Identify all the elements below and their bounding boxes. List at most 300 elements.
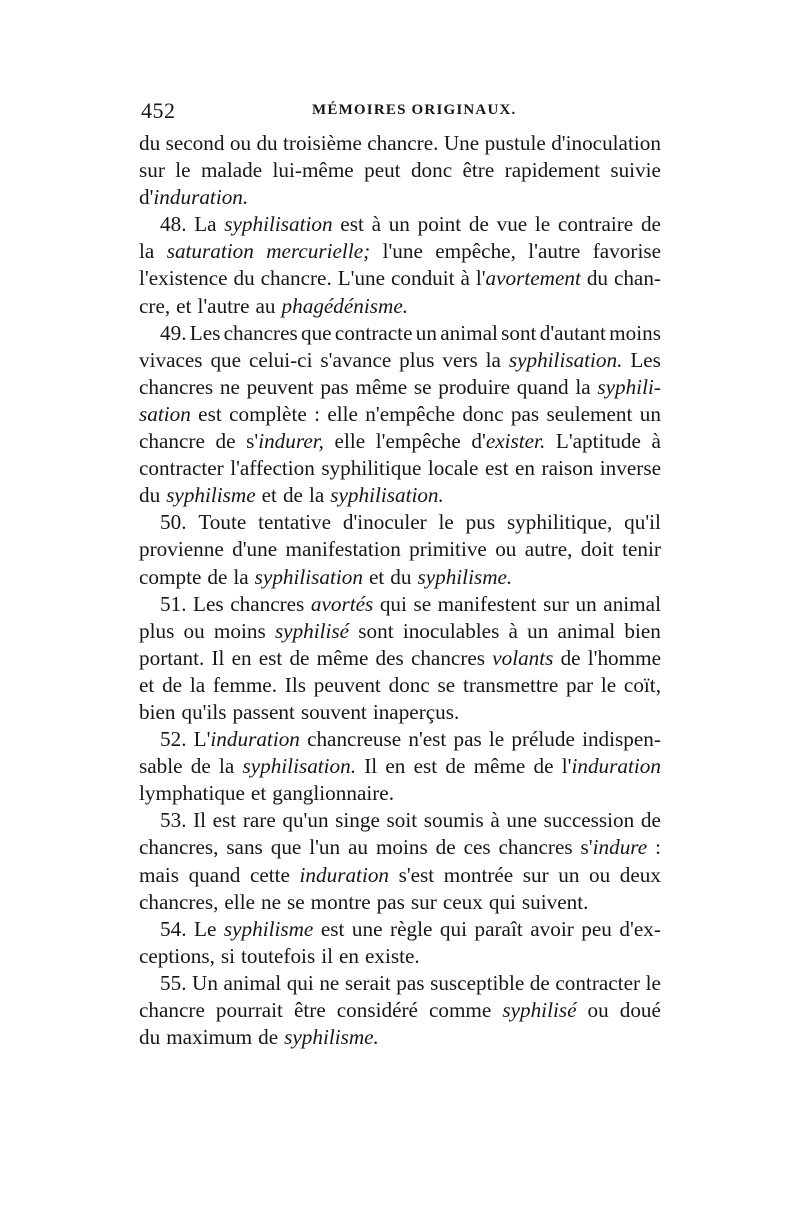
word-text: sur (543, 591, 569, 616)
word-text: chancres (139, 374, 214, 399)
word-text: la (218, 754, 235, 779)
word (399, 347, 434, 374)
word (224, 320, 298, 347)
word-text: même (355, 374, 408, 399)
word (352, 916, 383, 943)
word (232, 536, 277, 563)
word (445, 753, 465, 780)
italic-term: syphilisme (166, 483, 256, 508)
word (317, 645, 369, 672)
word (501, 320, 536, 347)
word (641, 211, 661, 238)
italic-term: syphilisé (502, 998, 577, 1022)
word-text: empêche, (435, 239, 516, 264)
word (365, 401, 455, 428)
word (319, 970, 339, 997)
text-line (139, 672, 661, 699)
word-text: moins (375, 835, 428, 860)
word-text: l' (561, 754, 572, 779)
word-text: du (390, 564, 412, 589)
word (619, 916, 660, 943)
word (272, 780, 394, 807)
word-text: de (533, 754, 554, 779)
text-line (139, 862, 661, 889)
word-text: primitive (409, 537, 487, 562)
word (528, 238, 580, 265)
word (376, 428, 461, 455)
word (160, 970, 186, 997)
word (530, 916, 574, 943)
word-text: deux (619, 862, 661, 887)
word-text: syphilitique, (506, 510, 613, 535)
word-text: au (348, 835, 369, 860)
word-text: produire (438, 374, 511, 399)
word-text: chancres, (139, 835, 219, 860)
word-text: doué (619, 998, 661, 1022)
word (215, 428, 235, 455)
word (558, 862, 579, 889)
word-text: le (534, 212, 551, 237)
text-line (139, 347, 661, 374)
word (358, 618, 393, 645)
word (311, 591, 373, 618)
word (339, 943, 359, 970)
word (389, 672, 430, 699)
word-text: Il (364, 754, 378, 779)
word-text: sur (522, 862, 549, 887)
word-text: un (527, 618, 549, 643)
word (469, 211, 489, 238)
word (166, 130, 225, 157)
word (220, 374, 240, 401)
word-text: en (338, 943, 359, 968)
word (453, 726, 481, 753)
word (282, 807, 328, 834)
word-text: le (600, 672, 617, 697)
word-text: animal (223, 970, 282, 995)
word-text: conduit (390, 266, 455, 291)
word-text: peut (364, 158, 401, 183)
text-line (139, 645, 661, 672)
word (474, 916, 522, 943)
word (256, 130, 277, 157)
word-text: compte (139, 564, 202, 589)
word-text: un (639, 401, 661, 426)
word-text: susceptible (430, 970, 525, 995)
word-text: inoculables (402, 618, 500, 643)
word-text: chancre (139, 429, 205, 454)
italic-term: saturation (166, 239, 254, 264)
word-text: le (175, 158, 191, 183)
word-text: l'un (309, 835, 341, 860)
word (476, 265, 581, 292)
word (294, 997, 326, 1024)
word (301, 320, 332, 347)
word (471, 428, 545, 455)
word-text: second (165, 131, 225, 155)
text-line (139, 482, 661, 509)
italic-term: sation (139, 401, 191, 426)
word-text: ceptions, (139, 943, 215, 968)
word-text: qui (488, 889, 516, 914)
word (207, 564, 227, 591)
italic-term: mercurielle; (266, 239, 371, 264)
word-text: chancres (410, 645, 486, 670)
word-text: que (300, 320, 332, 345)
word-text: au (255, 293, 276, 318)
italic-term: volants (492, 645, 554, 670)
word (214, 618, 266, 645)
word-text: ou (587, 998, 609, 1022)
word (330, 482, 444, 509)
word (492, 645, 553, 672)
word-text: autre, (524, 537, 573, 562)
text-line (139, 997, 661, 1024)
word-text: que (210, 347, 242, 372)
running-title: MÉMOIRES ORIGINAUX. (312, 102, 517, 118)
word-text: La (194, 212, 217, 237)
word-text: d'inoculer (342, 510, 427, 535)
word (190, 320, 221, 347)
word-text: sans (226, 835, 263, 860)
text-line (139, 970, 661, 997)
word (438, 672, 456, 699)
word-text: femme. (212, 672, 278, 697)
word-text: L'une (337, 266, 386, 291)
word (309, 834, 340, 861)
word-text: donc (410, 158, 453, 183)
word (589, 862, 610, 889)
word (523, 862, 549, 889)
word-text: une (351, 916, 383, 941)
word-text: seulement (546, 401, 633, 426)
word (275, 618, 349, 645)
word (230, 591, 304, 618)
word (282, 293, 409, 320)
word-text: la (233, 564, 249, 589)
word (321, 455, 421, 482)
word-text: malade (200, 158, 263, 183)
word-text: de (289, 645, 310, 670)
word-text: contraire (557, 212, 634, 237)
word (369, 564, 384, 591)
word (219, 753, 234, 780)
word-text: le (488, 727, 505, 752)
word-text: de (215, 429, 236, 454)
word (197, 293, 249, 320)
word-text: la (575, 374, 591, 399)
word (258, 1024, 278, 1051)
word (139, 347, 203, 374)
word-text: se (413, 374, 432, 399)
word (624, 618, 660, 645)
word (588, 645, 661, 672)
word (390, 564, 411, 591)
word (160, 591, 186, 618)
word-text: et (176, 293, 192, 318)
word (411, 157, 452, 184)
word (511, 401, 539, 428)
word (416, 320, 437, 347)
word (139, 699, 175, 726)
word-text: d'ex- (619, 916, 661, 941)
word (223, 970, 281, 997)
word (497, 211, 528, 238)
word (505, 157, 600, 184)
word (624, 672, 661, 699)
word (380, 591, 407, 618)
text-line (139, 591, 661, 618)
word-text: de (258, 1025, 279, 1050)
word-text: rapidement (504, 158, 600, 183)
word-text: transmettre (462, 672, 559, 697)
word-text: chan- (613, 266, 661, 291)
word-text: 48. (160, 212, 187, 237)
word (489, 726, 504, 753)
text-line (139, 428, 661, 455)
word (576, 591, 597, 618)
word (438, 591, 537, 618)
word (176, 293, 191, 320)
word (561, 645, 581, 672)
word-text: toutefois (241, 943, 316, 968)
word-text: 54. (160, 916, 187, 941)
italic-term: syphilisme. (284, 1025, 379, 1050)
word (507, 509, 612, 536)
word (194, 916, 216, 943)
word-text: chancre. (260, 266, 332, 291)
text-line (139, 238, 661, 265)
word-text: et (250, 781, 267, 806)
word-text: de (207, 564, 228, 589)
word-text: ou (495, 537, 517, 562)
word-text: contracte (334, 320, 413, 345)
word (307, 726, 401, 753)
word-text: soit (386, 808, 418, 833)
word (581, 536, 614, 563)
word (489, 889, 516, 916)
word-text: est (212, 808, 237, 833)
word (396, 970, 424, 997)
word-text: du (586, 266, 608, 291)
word (343, 509, 427, 536)
word (463, 672, 558, 699)
word (139, 834, 218, 861)
word-text: se (413, 591, 432, 616)
word (408, 726, 446, 753)
word (442, 347, 477, 374)
word-text: favorise (592, 239, 661, 264)
word-text: 49. (160, 320, 187, 345)
word (160, 320, 186, 347)
word (289, 645, 309, 672)
word-text: ou (183, 618, 205, 643)
word (256, 293, 276, 320)
text-line (139, 564, 661, 591)
word-text: est (320, 916, 345, 941)
word-text: succession (543, 808, 635, 833)
word (139, 482, 160, 509)
word (162, 672, 182, 699)
word (139, 753, 183, 780)
word (287, 970, 314, 997)
word (439, 509, 454, 536)
word (525, 536, 573, 563)
paragraph (139, 130, 661, 211)
word-text: qu'il (624, 510, 661, 535)
word-text: complète (229, 401, 307, 426)
word-text: si (220, 943, 236, 968)
word (175, 157, 190, 184)
word-text: être (293, 998, 326, 1022)
word-text: de (640, 212, 661, 237)
word (321, 916, 345, 943)
word (535, 211, 550, 238)
word-text: à (371, 212, 381, 237)
word (139, 862, 179, 889)
word-text: cette (249, 862, 290, 887)
word (540, 320, 606, 347)
word (300, 862, 389, 889)
word (562, 753, 661, 780)
word-text: être (462, 158, 495, 183)
word (409, 536, 487, 563)
word-text: qu'un (282, 808, 329, 833)
word-text: chancre. (367, 131, 439, 155)
word-text: même (316, 645, 369, 670)
word (365, 943, 420, 970)
text-line (139, 184, 661, 211)
word-text: moins (213, 618, 266, 643)
word-text: pas (376, 889, 405, 914)
word (181, 699, 226, 726)
word-text: de (162, 672, 183, 697)
word (226, 834, 263, 861)
word (543, 591, 569, 618)
paragraph (139, 726, 661, 807)
word (139, 1024, 160, 1051)
paragraph (139, 320, 661, 510)
word-text: l'existence (139, 266, 228, 291)
word-text: plus (139, 618, 175, 643)
word-text: ou (589, 862, 611, 887)
word (190, 672, 205, 699)
word-text: Les (189, 320, 221, 345)
word-text: pas (510, 401, 540, 426)
word (509, 618, 518, 645)
word (321, 943, 333, 970)
word-text: un (558, 862, 580, 887)
word (309, 482, 324, 509)
word (385, 753, 405, 780)
word-text: : (314, 401, 320, 426)
word-text: pas (320, 374, 349, 399)
word (327, 401, 358, 428)
word-text: chancres, (139, 889, 219, 914)
word-text: plus (399, 347, 435, 372)
word-text: vers (442, 347, 478, 372)
word-text: la (485, 347, 501, 372)
word-text: provienne (139, 537, 224, 562)
word-text: ou (229, 131, 252, 155)
word-text: elle (224, 889, 255, 914)
page-number: 452 (141, 98, 176, 123)
word (424, 807, 484, 834)
word-text: point (417, 212, 462, 237)
word-text: 50. (160, 510, 187, 535)
word (444, 862, 513, 889)
word-text: de (468, 212, 489, 237)
word-text: s'avance (320, 347, 392, 372)
word (499, 834, 573, 861)
word (139, 455, 224, 482)
word-text: de (190, 754, 211, 779)
word (440, 320, 498, 347)
word-text: s' (246, 429, 259, 454)
word-text: peu (581, 916, 612, 941)
word-text: locale (427, 456, 479, 481)
word (429, 997, 491, 1024)
word (192, 970, 218, 997)
word (139, 536, 224, 563)
text-line (139, 726, 661, 753)
word-text: sable (139, 754, 183, 779)
word (646, 970, 661, 997)
word (364, 157, 400, 184)
text-line (139, 807, 661, 834)
word-text: que (270, 835, 302, 860)
word-text: animal (440, 320, 498, 345)
word-text: qui (286, 970, 314, 995)
word-text: règle (390, 916, 433, 941)
word (139, 265, 228, 292)
word-text: bien (624, 618, 661, 643)
word (160, 807, 186, 834)
paragraph (139, 970, 661, 1051)
word-text: à (490, 808, 500, 833)
word (436, 834, 456, 861)
italic-term: avortement (485, 266, 581, 291)
word-text: peuvent (246, 374, 314, 399)
word (340, 211, 364, 238)
word-text: Il (193, 808, 207, 833)
word (259, 645, 283, 672)
word-text: est (198, 401, 222, 426)
text-line (139, 943, 661, 970)
word-text: qu'ils (181, 699, 227, 724)
word (522, 889, 589, 916)
word-text: doit (580, 537, 614, 562)
word-text: de (435, 835, 456, 860)
word (620, 997, 661, 1024)
word-text: chancres (223, 320, 298, 345)
word-text: 55. (160, 970, 187, 995)
word (542, 455, 594, 482)
word-text: 52. (160, 727, 187, 752)
text-line (139, 780, 661, 807)
word (485, 130, 546, 157)
word (443, 889, 483, 916)
word-text: syphilitique (321, 456, 422, 481)
word (139, 618, 174, 645)
word (139, 645, 204, 672)
text-line (139, 320, 661, 347)
text-line (139, 916, 661, 943)
word (184, 618, 205, 645)
word (474, 753, 526, 780)
word-text: l'empêche (375, 429, 461, 454)
word-text: est (258, 645, 283, 670)
